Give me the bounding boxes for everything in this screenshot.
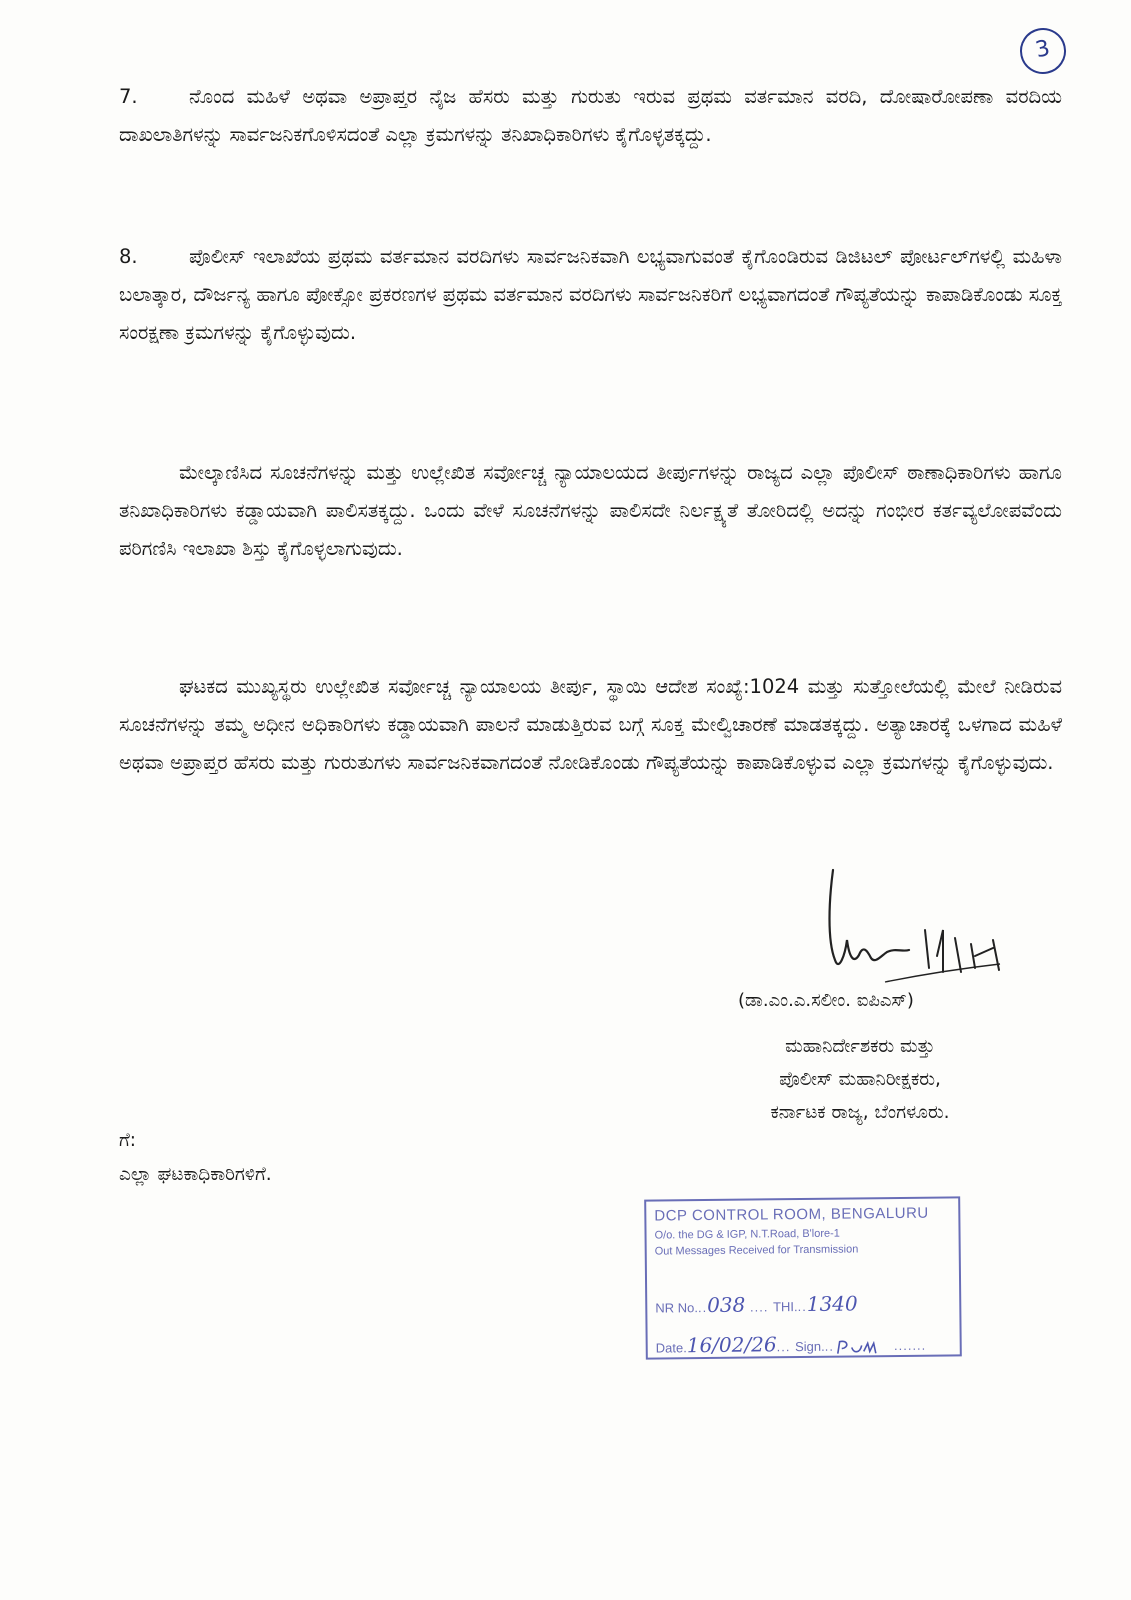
recipient: ಎಲ್ಲಾ ಘಟಕಾಧಿಕಾರಿಗಳಿಗೆ.: [119, 1164, 272, 1185]
signatory-name: (ಡಾ.ಎಂ.ಎ.ಸಲೀಂ. ಐಪಿಎಸ್): [738, 990, 914, 1011]
stamp-subtitle: O/o. the DG & IGP, N.T.Road, B'lore-1: [654, 1227, 840, 1242]
paragraph-number: 7.: [119, 85, 138, 108]
designation-line: ಕರ್ನಾಟಕ ರಾಜ್ಯ, ಬೆಂಗಳೂರು.: [770, 1102, 950, 1123]
thi-value: 1340: [806, 1291, 858, 1316]
paragraph-text: ನೊಂದ ಮಹಿಳೆ ಅಥವಾ ಅಪ್ರಾಪ್ತರ ನೈಜ ಹೆಸರು ಮತ್ತು ಗುರುತು ಇರುವ ಪ್ರಥಮ ವರ್ತಮಾನ ವರದಿ, ದೋಷಾರೋಪಣಾ ವರದಿಯ ದಾಖಲಾತಿಗಳನ್ನು ಸಾರ್ವಜನಿಕಗೊಳಿಸದಂತೆ ಎಲ್ಲಾ ಕ್ರಮಗಳನ್ನು ತನಿಖಾಧಿಕಾರಿಗಳು ಕೈಗೊಳ್ಳತಕ್ಕದ್ದು.: [119, 85, 1062, 146]
thi-label: THI.: [772, 1299, 798, 1315]
nr-value: 038: [707, 1292, 746, 1318]
stamp-subtitle: Out Messages Received for Transmission: [654, 1243, 859, 1258]
paragraph-supervision: ಘಟಕದ ಮುಖ್ಯಸ್ಥರು ಉಲ್ಲೇಖಿತ ಸರ್ವೋಚ್ಚ ನ್ಯಾಯಾಲಯ ತೀರ್ಪು, ಸ್ಥಾಯಿ ಆದೇಶ ಸಂಖ್ಯೆ:1024 ಮತ್ತು ಸುತ್ತೋಲೆಯಲ್ಲಿ ಮೇಲೆ ನೀಡಿರುವ ಸೂಚನೆಗಳನ್ನು ತಮ್ಮ ಅಧೀನ ಅಧಿಕಾರಿಗಳು ಕಡ್ಡಾಯವಾಗಿ ಪಾಲನೆ ಮಾಡುತ್ತಿರುವ ಬಗ್ಗೆ ಸೂಕ್ತ ಮೇಲ್ವಿಚಾರಣೆ ಮಾಡತಕ್ಕದ್ದು. ಅತ್ಯಾಚಾರಕ್ಕೆ ಒಳಗಾದ ಮಹಿಳೆ ಅಥವಾ ಅಪ್ರಾಪ್ತರ ಹೆಸರು ಮತ್ತು ಗುರುತುಗಳು ಸಾರ್ವಜನಿಕವಾಗದಂತೆ ನೋಡಿಕೊಂಡು ಗೌಪ್ಯತೆಯನ್ನು ಕಾಪಾಡಿಕೊಳ್ಳುವ ಎಲ್ಲಾ ಕ್ರಮಗಳನ್ನು ಕೈಗೊಳ್ಳುವುದು.: [119, 675, 1062, 774]
nr-label: NR No.: [655, 1300, 699, 1316]
to-label: ಗೆ:: [119, 1130, 136, 1151]
addressee-block: [119, 1124, 272, 1192]
paragraph-compliance: ಮೇಲ್ಕಾಣಿಸಿದ ಸೂಚನೆಗಳನ್ನು ಮತ್ತು ಉಲ್ಲೇಖಿತ ಸರ್ವೋಚ್ಚ ನ್ಯಾಯಾಲಯದ ತೀರ್ಪುಗಳನ್ನು ರಾಜ್ಯದ ಎಲ್ಲಾ ಪೊಲೀಸ್ ಠಾಣಾಧಿಕಾರಿಗಳು ಹಾಗೂ ತನಿಖಾಧಿಕಾರಿಗಳು ಕಡ್ಡಾಯವಾಗಿ ಪಾಲಿಸತಕ್ಕದ್ದು. ಒಂದು ವೇಳೆ ಸೂಚನೆಗಳನ್ನು ಪಾಲಿಸದೇ ನಿರ್ಲಕ್ಷ್ಯತೆ ತೋರಿದಲ್ಲಿ ಅದನ್ನು ಗಂಭೀರ ಕರ್ತವ್ಯಲೋಪವೆಂದು ಪರಿಗಣಿಸಿ ಇಲಾಖಾ ಶಿಸ್ತು ಕೈಗೊಳ್ಳಲಾಗುವುದು.: [119, 461, 1062, 560]
designation-line: ಪೊಲೀಸ್ ಮಹಾನಿರೀಕ್ಷಕರು,: [779, 1069, 941, 1090]
stamp-title: DCP CONTROL ROOM, BENGALURU: [654, 1204, 929, 1225]
stamp-initials: [834, 1337, 894, 1358]
stamp-date-row: Date.16/02/26... Sign... .......: [655, 1332, 927, 1358]
date-label: Date.: [655, 1340, 687, 1356]
sign-label: Sign.: [794, 1338, 825, 1355]
signatory-designation: [700, 1030, 1020, 1129]
paragraph-number: 8.: [119, 245, 138, 268]
paragraph-7: [119, 78, 1062, 154]
paragraph-8: [119, 238, 1062, 352]
stamp-nr-row: NR No...038 .... THI...1340: [655, 1291, 858, 1318]
paragraph-text: ಪೊಲೀಸ್ ಇಲಾಖೆಯ ಪ್ರಥಮ ವರ್ತಮಾನ ವರದಿಗಳು ಸಾರ್ವಜನಿಕವಾಗಿ ಲಭ್ಯವಾಗುವಂತೆ ಕೈಗೊಂಡಿರುವ ಡಿಜಿಟಲ್ ಪೋರ್ಟಲ್‌ಗಳಲ್ಲಿ ಮಹಿಳಾ ಬಲಾತ್ಕಾರ, ದೌರ್ಜನ್ಯ ಹಾಗೂ ಪೋಕ್ಸೋ ಪ್ರಕರಣಗಳ ಪ್ರಥಮ ವರ್ತಮಾನ ವರದಿಗಳು ಸಾರ್ವಜನಿಕರಿಗೆ ಲಭ್ಯವಾಗದಂತೆ ಗೌಪ್ಯತೆಯನ್ನು ಕಾಪಾಡಿಕೊಂಡು ಸೂಕ್ತ ಸಂರಕ್ಷಣಾ ಕ್ರಮಗಳನ್ನು ಕೈಗೊಳ್ಳುವುದು.: [119, 245, 1062, 344]
control-room-stamp: [644, 1196, 962, 1359]
date-value: 16/02/26: [686, 1332, 777, 1358]
page-number: 3: [1016, 24, 1071, 79]
handwritten-signature: [825, 860, 1035, 1000]
designation-line: ಮಹಾನಿರ್ದೇಶಕರು ಮತ್ತು: [785, 1036, 935, 1057]
